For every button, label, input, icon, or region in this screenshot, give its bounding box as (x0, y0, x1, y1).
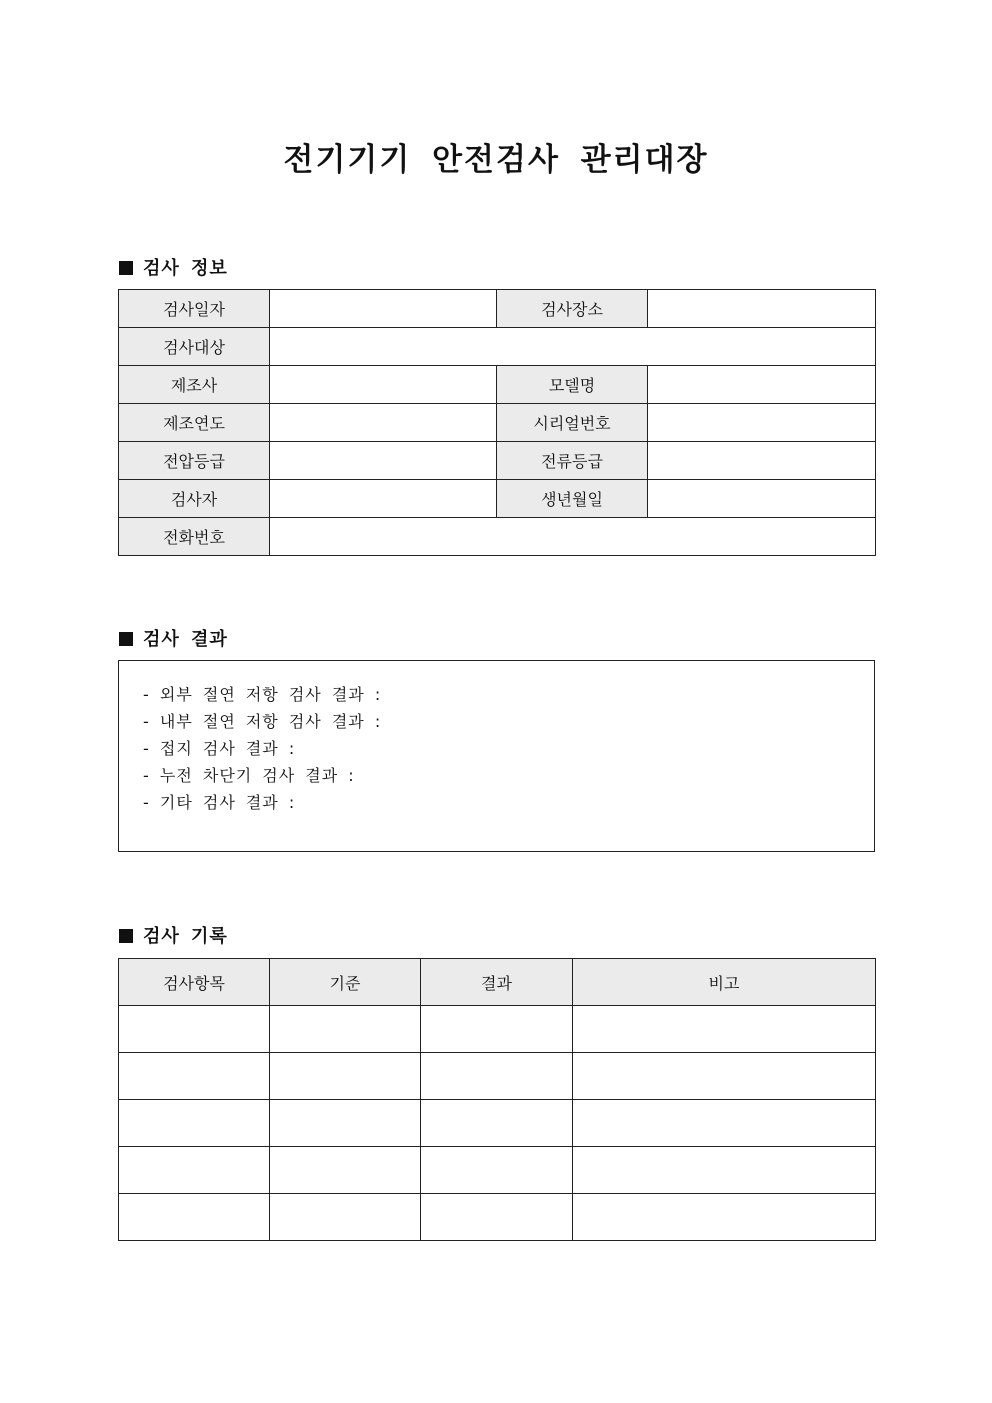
result-item: - 기타 검사 결과 : (143, 793, 296, 812)
info-value-field[interactable] (648, 404, 876, 442)
table-cell[interactable] (573, 1100, 876, 1147)
info-label: 전류등급 (497, 442, 648, 480)
table-cell[interactable] (270, 1194, 421, 1241)
column-header: 비고 (573, 959, 876, 1006)
inspection-record-table (118, 958, 876, 1241)
table-cell[interactable] (421, 1147, 573, 1194)
info-label: 검사장소 (497, 290, 648, 328)
table-cell[interactable] (421, 1194, 573, 1241)
table-row (119, 1147, 876, 1194)
info-value-field[interactable] (270, 404, 497, 442)
result-list (119, 661, 874, 816)
table-cell[interactable] (421, 1006, 573, 1053)
result-item: - 내부 절연 저항 검사 결과 : (143, 712, 382, 731)
table-cell[interactable] (119, 1053, 270, 1100)
square-bullet-icon (119, 632, 133, 646)
table-cell[interactable] (573, 1006, 876, 1053)
table-row (119, 1006, 876, 1053)
table-cell[interactable] (573, 1053, 876, 1100)
table-cell[interactable] (119, 1100, 270, 1147)
info-value-field[interactable] (270, 290, 497, 328)
table-header-row (119, 959, 876, 1006)
info-row (119, 366, 876, 404)
table-cell[interactable] (421, 1100, 573, 1147)
table-cell[interactable] (270, 1100, 421, 1147)
info-label: 전화번호 (119, 518, 270, 556)
info-label: 제조사 (119, 366, 270, 404)
section-heading-record-text: 검사 기록 (143, 926, 228, 947)
info-row (119, 328, 876, 366)
info-label: 검사자 (119, 480, 270, 518)
info-value-field[interactable] (270, 442, 497, 480)
square-bullet-icon (119, 261, 133, 275)
table-cell[interactable] (421, 1053, 573, 1100)
square-bullet-icon (119, 929, 133, 943)
info-label: 전압등급 (119, 442, 270, 480)
section-heading-result-text: 검사 결과 (143, 629, 228, 650)
info-label: 시리얼번호 (497, 404, 648, 442)
table-cell[interactable] (119, 1147, 270, 1194)
info-label: 검사대상 (119, 328, 270, 366)
section-heading-record (119, 922, 228, 948)
info-value-field[interactable] (648, 480, 876, 518)
table-row (119, 1100, 876, 1147)
info-row (119, 518, 876, 556)
info-value-field[interactable] (648, 290, 876, 328)
info-label: 모델명 (497, 366, 648, 404)
section-heading-result (119, 625, 228, 651)
info-label: 제조연도 (119, 404, 270, 442)
inspection-result-box[interactable] (118, 660, 875, 852)
column-header: 기준 (270, 959, 421, 1006)
info-label: 생년월일 (497, 480, 648, 518)
info-value-field[interactable] (648, 366, 876, 404)
table-cell[interactable] (573, 1147, 876, 1194)
inspection-info-table (118, 289, 876, 556)
column-header: 검사항목 (119, 959, 270, 1006)
table-cell[interactable] (270, 1147, 421, 1194)
section-heading-info (119, 254, 228, 280)
info-value-field[interactable] (270, 518, 876, 556)
table-cell[interactable] (119, 1194, 270, 1241)
document-title: 전기기기 안전검사 관리대장 (283, 142, 709, 178)
info-label: 검사일자 (119, 290, 270, 328)
info-row (119, 442, 876, 480)
result-item: - 접지 검사 결과 : (143, 739, 296, 758)
info-value-field[interactable] (648, 442, 876, 480)
section-heading-info-text: 검사 정보 (143, 258, 228, 279)
info-row (119, 290, 876, 328)
table-row (119, 1053, 876, 1100)
result-item: - 누전 차단기 검사 결과 : (143, 766, 355, 785)
info-value-field[interactable] (270, 328, 876, 366)
info-value-field[interactable] (270, 366, 497, 404)
result-item: - 외부 절연 저항 검사 결과 : (143, 685, 382, 704)
info-value-field[interactable] (270, 480, 497, 518)
info-row (119, 404, 876, 442)
info-row (119, 480, 876, 518)
table-cell[interactable] (270, 1006, 421, 1053)
table-cell[interactable] (119, 1006, 270, 1053)
column-header: 결과 (421, 959, 573, 1006)
table-cell[interactable] (270, 1053, 421, 1100)
table-cell[interactable] (573, 1194, 876, 1241)
table-row (119, 1194, 876, 1241)
